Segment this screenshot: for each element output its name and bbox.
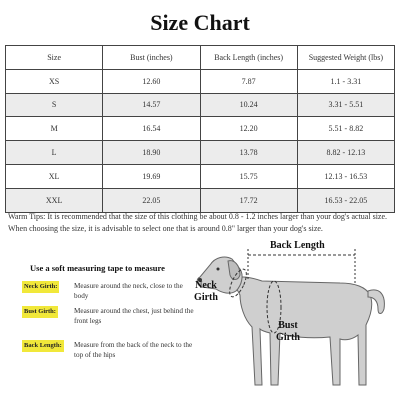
- neck-girth-label: Neck Girth: [194, 280, 218, 303]
- neck-girth-text: Measure around the neck, close to the body: [74, 282, 183, 300]
- header-back-length: Back Length (inches): [200, 46, 297, 70]
- dog-diagram: [170, 235, 395, 400]
- cell-back-length: 15.75: [200, 164, 297, 188]
- table-row: [6, 141, 395, 165]
- cell-size: M: [6, 117, 103, 141]
- header-weight: Suggested Weight (lbs): [297, 46, 394, 70]
- warm-tips: Warm Tips: It is recommended that the size of this clothing be about 0.8 - 1.2 inches larger than your dog's actual size. When choosing the size, it is advisable to select one that is around 0.8" larger than your dog's size.: [8, 212, 388, 233]
- table-row: [6, 117, 395, 141]
- cell-weight: 5.51 - 8.82: [297, 117, 394, 141]
- cell-size: XL: [6, 164, 103, 188]
- guide-item-bust: [22, 306, 194, 325]
- cell-bust: 12.60: [103, 69, 200, 93]
- page-title: Size Chart: [150, 10, 250, 35]
- guide-item-back: [22, 340, 193, 359]
- cell-weight: 8.82 - 12.13: [297, 141, 394, 165]
- back-length-badge: Back Length:: [22, 340, 64, 352]
- cell-size: XS: [6, 69, 103, 93]
- table-row: [6, 188, 395, 212]
- cell-bust: 22.05: [103, 188, 200, 212]
- back-length-text: Measure from the back of the neck to the top of the hips: [74, 341, 193, 359]
- cell-weight: 12.13 - 16.53: [297, 164, 394, 188]
- back-length-arrow: [248, 249, 355, 283]
- header-size: Size: [6, 46, 103, 70]
- cell-back-length: 10.24: [200, 93, 297, 117]
- bust-girth-label: Bust Girth: [276, 320, 300, 343]
- back-length-label: Back Length: [270, 240, 325, 251]
- cell-bust: 16.54: [103, 117, 200, 141]
- cell-size: S: [6, 93, 103, 117]
- guide-item-neck: [22, 281, 183, 300]
- table-row: [6, 164, 395, 188]
- cell-bust: 14.57: [103, 93, 200, 117]
- cell-size: XXL: [6, 188, 103, 212]
- bust-girth-badge: Bust Girth:: [22, 306, 58, 318]
- header-bust: Bust (inches): [103, 46, 200, 70]
- cell-bust: 18.90: [103, 141, 200, 165]
- bust-girth-text: Measure around the chest, just behind the front legs: [74, 307, 194, 325]
- cell-weight: 3.31 - 5.51: [297, 93, 394, 117]
- cell-back-length: 7.87: [200, 69, 297, 93]
- cell-back-length: 17.72: [200, 188, 297, 212]
- cell-back-length: 12.20: [200, 117, 297, 141]
- cell-size: L: [6, 141, 103, 165]
- neck-girth-badge: Neck Girth:: [22, 281, 59, 293]
- guide-heading: Use a soft measuring tape to measure: [30, 263, 165, 273]
- size-table: [5, 45, 395, 213]
- cell-back-length: 13.78: [200, 141, 297, 165]
- cell-weight: 1.1 - 3.31: [297, 69, 394, 93]
- cell-bust: 19.69: [103, 164, 200, 188]
- table-row: [6, 93, 395, 117]
- cell-weight: 16.53 - 22.05: [297, 188, 394, 212]
- table-header-row: [6, 46, 395, 70]
- table-row: [6, 69, 395, 93]
